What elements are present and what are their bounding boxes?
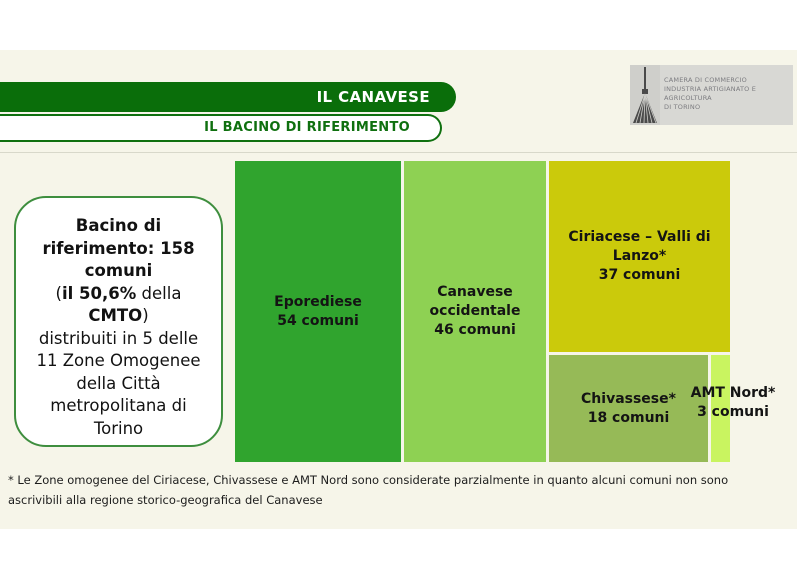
zone-name: Ciriacese – Valli di Lanzo*: [568, 229, 711, 264]
infobox-line: metropolitana di: [50, 396, 187, 415]
header-divider: [0, 152, 797, 153]
infobox-line: distribuiti in 5 delle: [38, 328, 199, 348]
zone-label-amt-nord: [663, 384, 800, 422]
logo-text: [660, 65, 792, 125]
reference-basin-infobox: [14, 196, 223, 447]
footnote: * Le Zone omogenee del Ciriacese, Chivassese e AMT Nord sono considerate parzialmente in quanto alcuni comuni non sono ascrivibili alla regione storico-geografica del Canavese: [8, 473, 729, 507]
infobox-line: Bacino di: [75, 216, 162, 235]
logo-text-line: DI TORINO: [664, 103, 701, 111]
zone-block-canavese-occidentale: [404, 161, 546, 462]
zone-count: 37 comuni: [598, 267, 681, 283]
logo-text-line: INDUSTRIA ARTIGIANATO E AGRICOLTURA: [664, 85, 757, 102]
subtitle-label: IL BACINO DI RIFERIMENTO: [204, 120, 410, 135]
zone-block-eporediese: [235, 161, 401, 462]
infobox-line: della Città: [76, 373, 161, 393]
title-banner: [0, 82, 456, 112]
zone-count: 18 comuni: [587, 409, 670, 426]
zone-name: Eporediese: [274, 293, 362, 310]
infobox-line: comuni: [84, 261, 153, 280]
zone-count: 3 comuni: [697, 404, 769, 420]
title-banner-label: IL CANAVESE: [316, 88, 430, 106]
zone-name: AMT Nord*: [690, 385, 776, 401]
zone-block-ciriacese-valli-di-lanzo: [549, 161, 730, 352]
infobox-line: 11 Zone Omogenee: [36, 351, 201, 370]
zone-name: Canavese occidentale: [429, 284, 521, 319]
logo-text-line: CAMERA DI COMMERCIO: [664, 76, 747, 84]
infobox-line: CMTO): [88, 306, 149, 325]
infobox-line: Torino: [93, 418, 144, 438]
zone-name: Chivassese*: [581, 390, 676, 407]
chamber-of-commerce-logo: [630, 65, 793, 125]
infobox-line: (il 50,6% della: [55, 283, 182, 303]
zone-count: 54 comuni: [277, 312, 359, 329]
mole-tower-icon: [630, 65, 660, 125]
infobox-line: riferimento: 158: [42, 238, 195, 258]
subtitle-pill: [0, 114, 442, 142]
zone-count: 46 comuni: [434, 322, 516, 338]
